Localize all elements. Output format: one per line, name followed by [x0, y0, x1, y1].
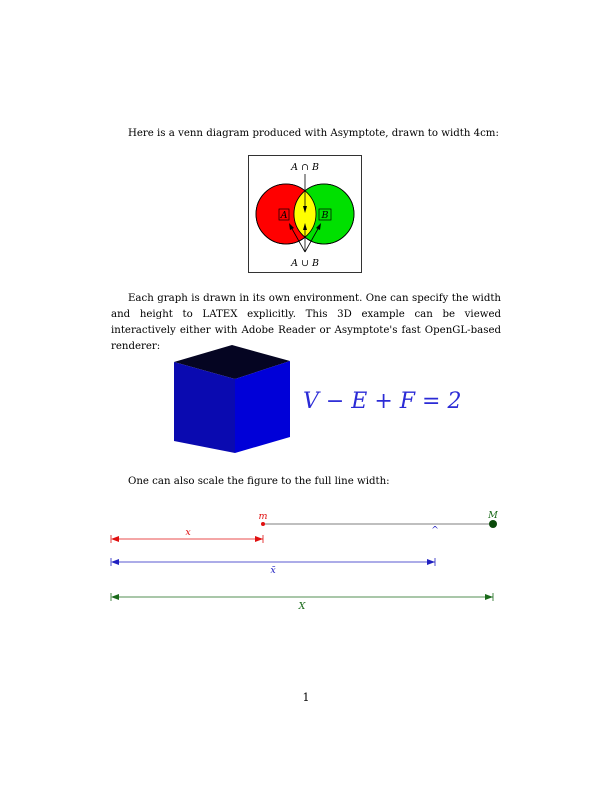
label-xbar: x̄ — [270, 565, 276, 576]
page-number: 1 — [302, 691, 310, 704]
label-M: M — [488, 510, 498, 521]
venn-label-union: A ∪ B — [291, 258, 319, 269]
label-m: m — [258, 511, 268, 522]
paragraph-venn-intro: Here is a venn diagram produced with Asymptote, drawn to width 4cm: — [128, 128, 499, 139]
point-m — [261, 522, 265, 526]
venn-label-a: A — [280, 210, 288, 221]
label-hat: ^ — [431, 526, 439, 536]
label-x-red: x — [185, 527, 191, 538]
venn-label-b: B — [321, 210, 329, 221]
venn-label-intersection: A ∩ B — [291, 162, 319, 173]
cube-3d — [168, 343, 294, 455]
euler-equation: V − E + F = 2 — [303, 389, 462, 414]
line-width-figure — [100, 505, 504, 617]
point-M — [489, 520, 497, 528]
label-X: X — [298, 601, 306, 612]
paragraph-graph-env-text: Each graph is drawn in its own environment. One can specify the width and height to LATEX explicitly. This 3D example can be viewed interactively either with Adobe Reader or Asymptote's fast OpenGL-based renderer: — [111, 293, 501, 352]
paragraph-scale: One can also scale the figure to the full line width: — [128, 476, 390, 487]
venn-diagram — [248, 155, 362, 273]
